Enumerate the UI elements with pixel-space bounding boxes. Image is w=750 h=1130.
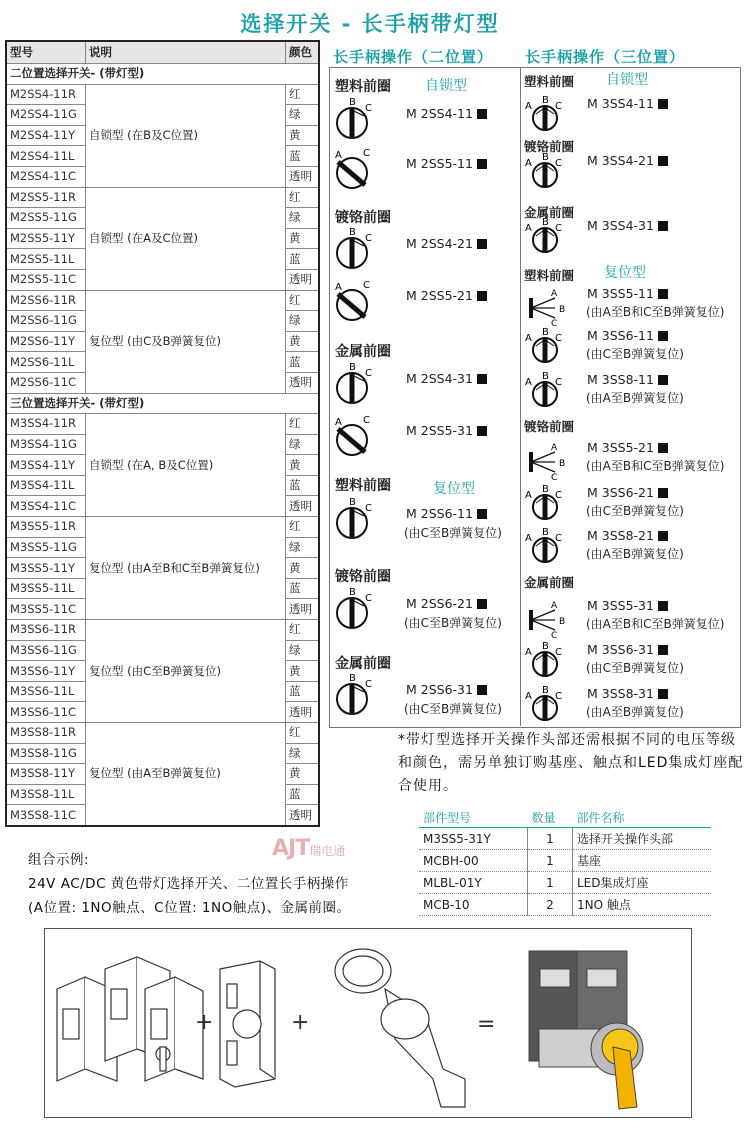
svg-text:A: A bbox=[525, 647, 532, 658]
section-title: 二位置选择开关- (带灯型) bbox=[6, 64, 319, 85]
part-qty: 1 bbox=[528, 850, 573, 872]
color-cell: 黄 bbox=[286, 455, 320, 476]
operator-code bbox=[587, 440, 668, 455]
svg-text:C: C bbox=[555, 158, 562, 169]
color-cell: 绿 bbox=[286, 743, 320, 764]
color-square bbox=[658, 601, 668, 611]
operator-code bbox=[587, 153, 668, 168]
group-r-plastic: 塑料前圈 bbox=[524, 74, 575, 89]
model-cell: M2SS4-11L bbox=[6, 146, 86, 167]
color-cell: 绿 bbox=[286, 105, 320, 126]
header-color: 颜色 bbox=[286, 41, 320, 64]
operator-code bbox=[587, 96, 668, 111]
model-cell: M3SS4-11L bbox=[6, 475, 86, 496]
color-square bbox=[477, 291, 487, 301]
model-cell: M2SS4-11Y bbox=[6, 125, 86, 146]
example-line-2: (A位置: 1NO触点、C位置: 1NO触点)、金属前圈。 bbox=[28, 900, 351, 916]
operator-code bbox=[406, 156, 487, 171]
svg-text:A: A bbox=[335, 150, 342, 161]
desc-cell: 复位型 (由C及B弹簧复位) bbox=[86, 290, 286, 393]
table-row bbox=[6, 187, 319, 208]
part-qty: 2 bbox=[528, 894, 573, 916]
color-cell: 透明 bbox=[286, 702, 320, 723]
table-row bbox=[6, 723, 319, 744]
model-cell: M3SS5-11C bbox=[6, 599, 86, 620]
watermark-logo bbox=[272, 836, 345, 861]
code-text: M 3SS5-21 bbox=[587, 440, 654, 455]
operator-note: (由C至B弹簧复位) bbox=[404, 702, 502, 716]
switch-symbol bbox=[525, 684, 569, 720]
parts-header: 部件名称 bbox=[573, 808, 712, 828]
switch-symbol bbox=[525, 326, 569, 362]
color-cell: 蓝 bbox=[286, 249, 320, 270]
color-cell: 蓝 bbox=[286, 578, 320, 599]
model-cell: M2SS6-11C bbox=[6, 372, 86, 393]
svg-text:A: A bbox=[525, 101, 532, 112]
color-cell: 红 bbox=[286, 290, 320, 311]
svg-text:A: A bbox=[525, 533, 532, 544]
parts-header: 部件型号 bbox=[419, 808, 528, 828]
assembly-drawing bbox=[45, 929, 691, 1117]
color-square bbox=[477, 685, 487, 695]
section-title: 三位置选择开关- (带灯型) bbox=[6, 393, 319, 414]
svg-text:B: B bbox=[542, 152, 549, 163]
color-square bbox=[477, 159, 487, 169]
note-text: *带灯型选择开关操作头部还需根据不同的电压等级和颜色，需另单独订购基座、触点和LED集成灯座配合使用。 bbox=[398, 732, 744, 794]
part-qty: 1 bbox=[528, 872, 573, 894]
code-text: M 3SS5-31 bbox=[587, 598, 654, 613]
operator-code bbox=[406, 682, 487, 697]
model-cell: M3SS4-11R bbox=[6, 414, 86, 435]
model-cell: M2SS5-11R bbox=[6, 187, 86, 208]
model-cell: M2SS4-11C bbox=[6, 166, 86, 187]
svg-text:C: C bbox=[365, 233, 372, 244]
part-name: 选择开关操作头部 bbox=[573, 828, 712, 850]
part-qty: 1 bbox=[528, 828, 573, 850]
type-r-latch: 自锁型 bbox=[606, 72, 648, 88]
svg-text:C: C bbox=[551, 473, 558, 483]
model-cell: M2SS6-11Y bbox=[6, 331, 86, 352]
operator-code bbox=[406, 288, 487, 303]
svg-text:C: C bbox=[555, 101, 562, 112]
svg-text:A: A bbox=[525, 158, 532, 169]
code-text: M 3SS8-21 bbox=[587, 528, 654, 543]
table-row bbox=[6, 620, 319, 641]
model-cell: M3SS5-11R bbox=[6, 517, 86, 538]
operator-note: (由C至B弹簧复位) bbox=[404, 616, 502, 630]
switch-symbol bbox=[525, 284, 569, 329]
color-square bbox=[658, 531, 668, 541]
color-cell: 黄 bbox=[286, 764, 320, 785]
equals-sign: = bbox=[477, 1012, 496, 1037]
group-plastic-bezel-2: 塑料前圈 bbox=[335, 478, 391, 494]
code-text: M 3SS8-11 bbox=[587, 372, 654, 387]
svg-text:C: C bbox=[363, 415, 370, 426]
type-spring: 复位型 bbox=[433, 481, 475, 497]
operator-code bbox=[587, 485, 668, 500]
table-row bbox=[419, 850, 711, 872]
operator-note: (由A至B和C至B弹簧复位) bbox=[586, 617, 725, 631]
code-text: M 2SS4-31 bbox=[406, 371, 473, 386]
model-cell: M3SS6-11G bbox=[6, 640, 86, 661]
svg-text:C: C bbox=[551, 631, 558, 641]
svg-text:C: C bbox=[555, 691, 562, 702]
code-text: M 3SS6-31 bbox=[587, 642, 654, 657]
switch-symbol bbox=[333, 146, 375, 188]
svg-text:A: A bbox=[525, 333, 532, 344]
svg-text:B: B bbox=[542, 371, 549, 382]
operator-note: (由A至B弹簧复位) bbox=[586, 705, 684, 719]
table-row bbox=[6, 84, 319, 105]
color-cell: 蓝 bbox=[286, 475, 320, 496]
part-name: 1NO 触点 bbox=[573, 894, 712, 916]
desc-cell: 复位型 (由A至B和C至B弹簧复位) bbox=[86, 517, 286, 620]
switch-symbol bbox=[333, 96, 375, 138]
code-text: M 2SS6-31 bbox=[406, 682, 473, 697]
color-square bbox=[477, 426, 487, 436]
table-row bbox=[419, 894, 711, 916]
operator-code bbox=[587, 372, 668, 387]
model-cell: M3SS5-11L bbox=[6, 578, 86, 599]
svg-text:B: B bbox=[559, 617, 566, 627]
color-square bbox=[477, 509, 487, 519]
svg-text:C: C bbox=[365, 368, 372, 379]
model-cell: M2SS6-11R bbox=[6, 290, 86, 311]
code-text: M 3SS4-11 bbox=[587, 96, 654, 111]
operator-code bbox=[406, 236, 487, 251]
table-row bbox=[6, 517, 319, 538]
color-cell: 红 bbox=[286, 723, 320, 744]
svg-text:B: B bbox=[559, 459, 566, 469]
example-title: 组合示例: bbox=[28, 852, 90, 868]
switch-symbol bbox=[525, 640, 569, 676]
svg-text:B: B bbox=[349, 673, 356, 684]
code-text: M 3SS4-21 bbox=[587, 153, 654, 168]
model-cell: M3SS5-11Y bbox=[6, 558, 86, 579]
svg-text:C: C bbox=[555, 333, 562, 344]
svg-text:A: A bbox=[551, 443, 558, 453]
color-cell: 黄 bbox=[286, 125, 320, 146]
switch-symbol bbox=[333, 278, 375, 320]
table-row bbox=[6, 290, 319, 311]
svg-text:B: B bbox=[349, 97, 356, 108]
code-text: M 3SS5-11 bbox=[587, 286, 654, 301]
operator-code bbox=[587, 528, 668, 543]
svg-text:C: C bbox=[365, 103, 372, 114]
model-cell: M2SS4-11G bbox=[6, 105, 86, 126]
svg-text:C: C bbox=[555, 223, 562, 234]
svg-text:B: B bbox=[542, 217, 549, 228]
type-latch: 自锁型 bbox=[425, 78, 467, 94]
group-metal-bezel-2: 金属前圈 bbox=[335, 656, 391, 672]
model-cell: M3SS6-11L bbox=[6, 681, 86, 702]
color-cell: 蓝 bbox=[286, 352, 320, 373]
part-name: LED集成灯座 bbox=[573, 872, 712, 894]
group-chrome-bezel: 镀铬前圈 bbox=[335, 210, 391, 226]
operator-code bbox=[406, 371, 487, 386]
desc-cell: 复位型 (由C至B弹簧复位) bbox=[86, 620, 286, 723]
color-square bbox=[658, 289, 668, 299]
svg-text:B: B bbox=[542, 685, 549, 696]
color-cell: 绿 bbox=[286, 537, 320, 558]
color-cell: 绿 bbox=[286, 640, 320, 661]
model-cell: M2SS5-11Y bbox=[6, 228, 86, 249]
table-row bbox=[6, 414, 319, 435]
model-cell: M3SS8-11Y bbox=[6, 764, 86, 785]
switch-symbol bbox=[525, 94, 569, 130]
color-cell: 黄 bbox=[286, 661, 320, 682]
model-cell: M3SS6-11Y bbox=[6, 661, 86, 682]
operator-code bbox=[587, 686, 668, 701]
color-square bbox=[658, 689, 668, 699]
color-cell: 黄 bbox=[286, 558, 320, 579]
svg-text:B: B bbox=[559, 305, 566, 315]
operator-code bbox=[406, 423, 487, 438]
svg-text:A: A bbox=[525, 691, 532, 702]
code-text: M 2SS4-11 bbox=[406, 106, 473, 121]
svg-text:B: B bbox=[349, 587, 356, 598]
switch-symbol bbox=[333, 413, 375, 455]
switch-symbol bbox=[525, 216, 569, 252]
color-square bbox=[658, 331, 668, 341]
code-text: M 3SS6-21 bbox=[587, 485, 654, 500]
desc-cell: 自锁型 (在A, B及C位置) bbox=[86, 414, 286, 517]
svg-text:C: C bbox=[551, 319, 558, 329]
svg-text:A: A bbox=[525, 490, 532, 501]
panel-divider bbox=[520, 67, 521, 726]
right-panel-header: 长手柄操作（三位置） bbox=[525, 48, 686, 66]
svg-text:B: B bbox=[349, 362, 356, 373]
operator-note: (由A至B弹簧复位) bbox=[586, 391, 684, 405]
switch-symbol bbox=[333, 226, 375, 268]
model-cell: M2SS5-11L bbox=[6, 249, 86, 270]
table-row bbox=[419, 828, 711, 850]
svg-text:B: B bbox=[542, 484, 549, 495]
svg-text:C: C bbox=[555, 647, 562, 658]
operator-code bbox=[587, 328, 668, 343]
svg-text:B: B bbox=[542, 327, 549, 338]
code-text: M 2SS5-31 bbox=[406, 423, 473, 438]
color-square bbox=[658, 645, 668, 655]
group-r-plastic-2: 塑料前圈 bbox=[524, 268, 575, 283]
color-square bbox=[477, 374, 487, 384]
switch-symbol bbox=[333, 586, 375, 628]
group-chrome-bezel-2: 镀铬前圈 bbox=[335, 569, 391, 585]
switch-symbol bbox=[333, 361, 375, 403]
operator-code bbox=[587, 642, 668, 657]
code-text: M 3SS8-31 bbox=[587, 686, 654, 701]
assembly-illustration bbox=[44, 928, 692, 1118]
model-cell: M3SS4-11C bbox=[6, 496, 86, 517]
switch-symbol bbox=[525, 526, 569, 562]
operator-note: (由A至B和C至B弹簧复位) bbox=[586, 459, 725, 473]
example-line-1: 24V AC/DC 黄色带灯选择开关、二位置长手柄操作 bbox=[28, 876, 349, 892]
operator-code bbox=[587, 598, 668, 613]
color-cell: 透明 bbox=[286, 599, 320, 620]
svg-text:B: B bbox=[542, 95, 549, 106]
switch-symbol bbox=[525, 483, 569, 519]
model-cell: M2SS6-11L bbox=[6, 352, 86, 373]
color-square bbox=[658, 443, 668, 453]
operator-code bbox=[587, 218, 668, 233]
header-desc: 说明 bbox=[86, 41, 286, 64]
parts-table bbox=[419, 808, 711, 916]
color-square bbox=[477, 109, 487, 119]
group-r-metal-2: 金属前圈 bbox=[524, 575, 575, 590]
group-metal-bezel: 金属前圈 bbox=[335, 344, 391, 360]
svg-text:A: A bbox=[551, 289, 558, 299]
type-r-spring: 复位型 bbox=[604, 265, 646, 281]
color-square bbox=[658, 221, 668, 231]
left-panel-header: 长手柄操作（二位置） bbox=[333, 48, 494, 66]
desc-cell: 自锁型 (在B及C位置) bbox=[86, 84, 286, 187]
plus-sign-1: + bbox=[195, 1010, 214, 1035]
plus-sign-2: + bbox=[291, 1010, 310, 1035]
model-cell: M3SS6-11C bbox=[6, 702, 86, 723]
operator-note: (由C至B弹簧复位) bbox=[404, 526, 502, 540]
svg-text:C: C bbox=[363, 280, 370, 291]
color-cell: 红 bbox=[286, 84, 320, 105]
svg-text:B: B bbox=[542, 527, 549, 538]
color-cell: 绿 bbox=[286, 208, 320, 229]
model-cell: M3SS8-11L bbox=[6, 784, 86, 805]
spec-table bbox=[5, 40, 320, 827]
code-text: M 2SS6-11 bbox=[406, 506, 473, 521]
color-square bbox=[658, 488, 668, 498]
color-cell: 透明 bbox=[286, 269, 320, 290]
parts-header: 数量 bbox=[528, 808, 573, 828]
switch-symbol bbox=[525, 370, 569, 406]
table-row bbox=[419, 872, 711, 894]
color-cell: 红 bbox=[286, 187, 320, 208]
part-model: MLBL-01Y bbox=[419, 872, 528, 894]
operator-code bbox=[406, 596, 487, 611]
switch-symbol bbox=[525, 596, 569, 641]
logo-text: 瑞电通 bbox=[309, 844, 346, 858]
svg-text:C: C bbox=[555, 377, 562, 388]
model-cell: M2SS5-11G bbox=[6, 208, 86, 229]
model-cell: M3SS4-11G bbox=[6, 434, 86, 455]
desc-cell: 复位型 (由A至B弹簧复位) bbox=[86, 723, 286, 826]
svg-text:A: A bbox=[335, 282, 342, 293]
color-cell: 红 bbox=[286, 517, 320, 538]
color-cell: 红 bbox=[286, 414, 320, 435]
header-model: 型号 bbox=[6, 41, 86, 64]
model-cell: M2SS6-11G bbox=[6, 311, 86, 332]
svg-text:A: A bbox=[335, 417, 342, 428]
color-cell: 透明 bbox=[286, 166, 320, 187]
color-cell: 透明 bbox=[286, 496, 320, 517]
model-cell: M3SS8-11C bbox=[6, 805, 86, 826]
page-title: 选择开关 - 长手柄带灯型 bbox=[240, 12, 500, 36]
operator-note: (由C至B弹簧复位) bbox=[586, 661, 684, 675]
color-cell: 透明 bbox=[286, 372, 320, 393]
code-text: M 2SS4-21 bbox=[406, 236, 473, 251]
code-text: M 2SS6-21 bbox=[406, 596, 473, 611]
group-r-chrome: 镀铬前圈 bbox=[524, 139, 575, 154]
model-cell: M2SS4-11R bbox=[6, 84, 86, 105]
operator-code bbox=[406, 506, 487, 521]
svg-text:C: C bbox=[363, 148, 370, 159]
operator-note: (由A至B弹簧复位) bbox=[586, 547, 684, 561]
code-text: M 2SS5-11 bbox=[406, 156, 473, 171]
code-text: M 3SS4-31 bbox=[587, 218, 654, 233]
model-cell: M3SS6-11R bbox=[6, 620, 86, 641]
model-cell: M3SS8-11R bbox=[6, 723, 86, 744]
operator-note: (由A至B和C至B弹簧复位) bbox=[586, 305, 725, 319]
svg-text:A: A bbox=[525, 223, 532, 234]
svg-text:C: C bbox=[555, 533, 562, 544]
group-r-metal: 金属前圈 bbox=[524, 205, 575, 220]
switch-symbol bbox=[333, 496, 375, 538]
operator-code bbox=[406, 106, 487, 121]
svg-text:C: C bbox=[555, 490, 562, 501]
color-cell: 蓝 bbox=[286, 681, 320, 702]
svg-text:C: C bbox=[365, 503, 372, 514]
svg-text:C: C bbox=[365, 593, 372, 604]
switch-symbol bbox=[525, 151, 569, 187]
svg-text:A: A bbox=[551, 601, 558, 611]
part-model: M3SS5-31Y bbox=[419, 828, 528, 850]
color-square bbox=[477, 599, 487, 609]
color-cell: 红 bbox=[286, 620, 320, 641]
model-cell: M3SS4-11Y bbox=[6, 455, 86, 476]
group-r-chrome-2: 镀铬前圈 bbox=[524, 419, 575, 434]
color-cell: 绿 bbox=[286, 311, 320, 332]
part-model: MCB-10 bbox=[419, 894, 528, 916]
code-text: M 2SS5-21 bbox=[406, 288, 473, 303]
part-model: MCBH-00 bbox=[419, 850, 528, 872]
color-cell: 蓝 bbox=[286, 146, 320, 167]
code-text: M 3SS6-11 bbox=[587, 328, 654, 343]
operator-code bbox=[587, 286, 668, 301]
svg-text:A: A bbox=[525, 377, 532, 388]
switch-symbol bbox=[333, 672, 375, 714]
switch-symbol bbox=[525, 438, 569, 483]
desc-cell: 自锁型 (在A及C位置) bbox=[86, 187, 286, 290]
svg-text:B: B bbox=[349, 227, 356, 238]
model-cell: M2SS5-11C bbox=[6, 269, 86, 290]
color-square bbox=[477, 239, 487, 249]
model-cell: M3SS8-11G bbox=[6, 743, 86, 764]
color-cell: 透明 bbox=[286, 805, 320, 826]
model-cell: M3SS5-11G bbox=[6, 537, 86, 558]
svg-text:B: B bbox=[542, 641, 549, 652]
color-cell: 黄 bbox=[286, 331, 320, 352]
color-cell: 绿 bbox=[286, 434, 320, 455]
svg-text:B: B bbox=[349, 497, 356, 508]
color-square bbox=[658, 375, 668, 385]
logo-mark: AJT bbox=[272, 836, 310, 861]
operator-note: (由C至B弹簧复位) bbox=[586, 347, 684, 361]
operator-note: (由C至B弹簧复位) bbox=[586, 504, 684, 518]
color-cell: 黄 bbox=[286, 228, 320, 249]
part-name: 基座 bbox=[573, 850, 712, 872]
color-square bbox=[658, 156, 668, 166]
svg-text:C: C bbox=[365, 679, 372, 690]
color-square bbox=[658, 99, 668, 109]
group-plastic-bezel: 塑料前圈 bbox=[335, 79, 391, 95]
color-cell: 蓝 bbox=[286, 784, 320, 805]
